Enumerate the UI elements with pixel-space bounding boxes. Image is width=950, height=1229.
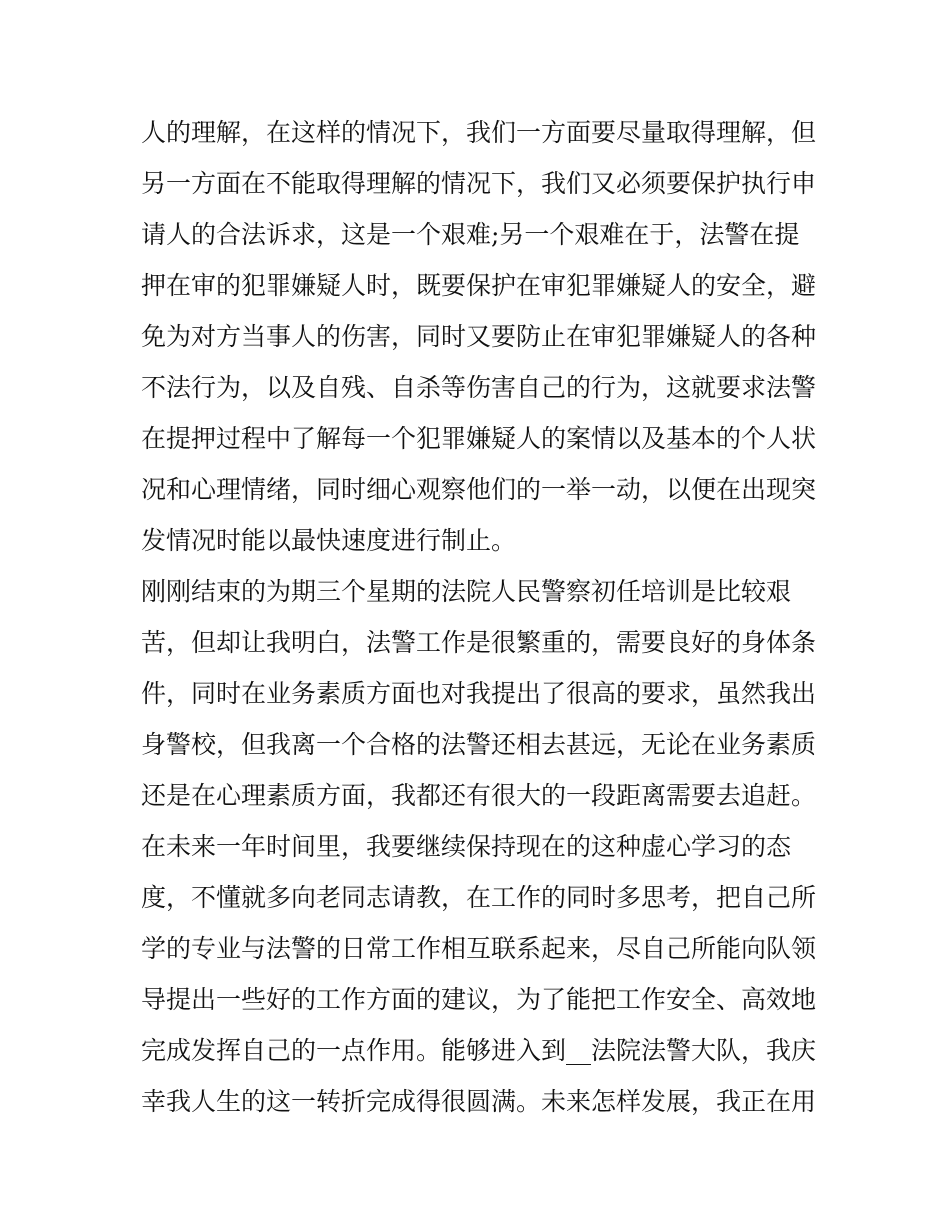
text-line-16: 度，不懂就多向老同志请教，在工作的同时多思考，把自己所 (141, 883, 817, 912)
text-line-3: 请人的合法诉求，这是一个艰难;另一个艰难在于，法警在提 (141, 220, 800, 249)
text-line-19: 完成发挥自己的一点作用。能够进入到__法院法警大队，我庆 (141, 1036, 817, 1065)
text-line-18: 导提出一些好的工作方面的建议，为了能把工作安全、高效地 (141, 985, 817, 1014)
text-line-4: 押在审的犯罪嫌疑人时，既要保护在审犯罪嫌疑人的安全，避 (141, 271, 817, 300)
text-line-5: 免为对方当事人的伤害，同时又要防止在审犯罪嫌疑人的各种 (141, 322, 817, 351)
text-line-13: 身警校，但我离一个合格的法警还相去甚远，无论在业务素质 (141, 730, 817, 759)
text-line-2: 另一方面在不能取得理解的情况下，我们又必须要保护执行申 (141, 169, 817, 198)
text-line-11: 苦，但却让我明白，法警工作是很繁重的，需要良好的身体条 (141, 628, 817, 657)
text-line-10: 刚刚结束的为期三个星期的法院人民警察初任培训是比较艰 (141, 577, 792, 606)
text-line-17: 学的专业与法警的日常工作相互联系起来，尽自己所能向队领 (141, 934, 817, 963)
text-line-14: 还是在心理素质方面，我都还有很大的一段距离需要去追赶。 (141, 781, 817, 810)
text-line-20: 幸我人生的这一转折完成得很圆满。未来怎样发展，我正在用 (141, 1087, 817, 1116)
text-line-1: 人的理解，在这样的情况下，我们一方面要尽量取得理解，但 (141, 118, 817, 147)
text-line-8: 况和心理情绪，同时细心观察他们的一举一动，以便在出现突 (141, 475, 817, 504)
body-text (141, 107, 821, 1127)
text-line-9: 发情况时能以最快速度进行制止。 (141, 526, 517, 555)
text-line-7: 在提押过程中了解每一个犯罪嫌疑人的案情以及基本的个人状 (141, 424, 817, 453)
text-line-15: 在未来一年时间里，我要继续保持现在的这种虚心学习的态 (141, 832, 792, 861)
text-line-12: 件，同时在业务素质方面也对我提出了很高的要求，虽然我出 (141, 679, 817, 708)
text-line-6: 不法行为，以及自残、自杀等伤害自己的行为，这就要求法警 (141, 373, 817, 402)
